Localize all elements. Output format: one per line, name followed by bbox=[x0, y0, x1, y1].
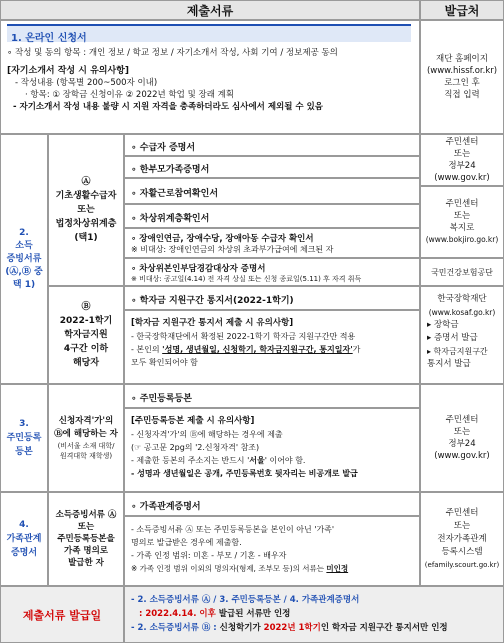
note: - 소득증빙서류 Ⓐ 또는 주민등록등본을 본인이 아닌 '가족' bbox=[131, 525, 335, 534]
footer-semester: 2022년 1학기 bbox=[263, 623, 321, 633]
a-item-6 bbox=[124, 258, 420, 286]
doc-item: ∘ 수급자 증명서 bbox=[131, 143, 196, 153]
issuer-line: ▸ 장학금 bbox=[427, 320, 459, 330]
issuer-line: (www.hissf.or.kr) bbox=[426, 66, 498, 76]
label-line: 4구간 이하 bbox=[63, 344, 109, 354]
section1-length: - 작성내용 (항목별 200~500자 이내) bbox=[15, 78, 158, 88]
issuer-line: 통지서 발급 bbox=[427, 359, 471, 369]
section1-title-bar bbox=[7, 24, 411, 42]
label-line: 법정차상위계층 bbox=[55, 219, 117, 229]
label-line: 학자금지원 bbox=[64, 330, 108, 340]
label-line: 택 1) bbox=[12, 279, 36, 290]
doc-item: ∘ 가족관계증명서 bbox=[131, 502, 201, 512]
issuer-line: (www.gov.kr) bbox=[434, 451, 490, 461]
section1-topics: · 항목: ① 장학금 신청이유 ② 2022년 학업 및 장래 계획 bbox=[25, 90, 235, 100]
doc-item: ∘ 차상위본인부담경감대상자 증명서 bbox=[131, 264, 266, 274]
note: ' 이어야 함. bbox=[264, 456, 306, 465]
footer-line: 발급된 서류만 인정 bbox=[215, 609, 291, 619]
target-line: 주민등록등본을 bbox=[57, 534, 115, 544]
header-documents bbox=[0, 0, 420, 20]
note: ※ 가족 인정 범위 이외의 명의자(형제, 조부모 등)의 서류는 bbox=[131, 564, 327, 573]
note: - 제출한 등본의 주소지는 반드시 ' bbox=[131, 456, 250, 465]
issuer-line: 주민센터 bbox=[445, 415, 479, 425]
label-line: Ⓑ bbox=[81, 302, 91, 312]
section2-label bbox=[0, 134, 48, 384]
note-emphasis: 서울 bbox=[249, 456, 265, 465]
issuer-line: 또는 bbox=[453, 211, 471, 221]
b-note: 모두 확인되어야 함 bbox=[131, 358, 198, 367]
label-line: 증명서 bbox=[10, 548, 38, 558]
doc-note: ※ 비대상: 장애인연금의 차상위 초과부가급여에 체크된 자 bbox=[131, 245, 334, 254]
section3-notes bbox=[124, 408, 420, 492]
b-note: - 본인의 bbox=[131, 345, 163, 354]
note-emphasis: 미인정 bbox=[326, 564, 349, 573]
target-line: 또는 bbox=[77, 522, 95, 532]
doc-item: ∘ 차상위계층확인서 bbox=[131, 214, 210, 224]
issuer-line: 등록시스템 bbox=[441, 546, 483, 557]
a-item-2 bbox=[124, 156, 420, 178]
b-issuer bbox=[420, 286, 504, 384]
b-item bbox=[124, 286, 420, 310]
label-line: 기초생활수급자 bbox=[55, 191, 117, 201]
issuer-line: 정부24 bbox=[448, 161, 476, 171]
a-item-4 bbox=[124, 204, 420, 228]
note: - 가족 인정 범위: 미혼 - 부모 / 기혼 - 배우자 bbox=[131, 551, 287, 560]
target-line: 원격대학 재학생) bbox=[59, 452, 113, 460]
section3-issuer bbox=[420, 384, 504, 492]
label-line: 소득 bbox=[15, 240, 33, 251]
b-notes bbox=[124, 310, 420, 384]
doc-item: ∘ 학자금 지원구간 통지서(2022-1학기) bbox=[131, 296, 294, 306]
section4-issuer bbox=[420, 492, 504, 586]
section1-caution-title: [자기소개서 작성 시 유의사항] bbox=[7, 66, 129, 76]
header-issuer-label: 발급처 bbox=[444, 3, 480, 18]
a-issuer-2 bbox=[420, 186, 504, 258]
section1-items: ∘ 작성 및 동의 항목 : 개인 정보 / 학교 정보 / 자기소개서 작성, 사회 기여 / 정보제공 동의 bbox=[7, 48, 338, 58]
issuer-line: 전자가족관계 bbox=[437, 533, 487, 544]
a-item-3 bbox=[124, 178, 420, 204]
footer-line: - 2. 소득증빙서류 Ⓑ : bbox=[131, 623, 220, 633]
header-documents-label: 제출서류 bbox=[186, 3, 234, 18]
a-item-1 bbox=[124, 134, 420, 156]
label-line: 가족관계 bbox=[6, 534, 42, 544]
label-line: 등본 bbox=[15, 447, 33, 457]
section4-notes bbox=[124, 516, 420, 586]
target-line: Ⓑ에 해당하는 자 bbox=[54, 429, 118, 439]
issuer-line: 재단 홈페이지 bbox=[436, 54, 488, 64]
doc-item: ∘ 장애인연금, 장애수당, 장애아동 수급자 확인서 bbox=[131, 234, 314, 244]
b-note-emphasis: '성명, 생년월일, 신청학기, 학자금지원구간, 통지일자' bbox=[162, 345, 353, 354]
label-line: 주민등록 bbox=[6, 433, 42, 443]
issuer-line: 한국장학재단 bbox=[437, 294, 487, 304]
footer-label-text: 제출서류 발급일 bbox=[22, 608, 102, 622]
issuer-line: 주민센터 bbox=[445, 137, 479, 147]
label-line: Ⓐ bbox=[81, 177, 91, 187]
section1-body bbox=[0, 20, 420, 134]
target-line: (비서울 소재 대학/ bbox=[57, 442, 115, 450]
section1-warning: - 자기소개서 작성 내용 불량 시 지원 자격을 충족하더라도 심사에서 제외될 수 있음 bbox=[13, 102, 324, 112]
issuer-line: 주민센터 bbox=[445, 199, 479, 209]
label-line: 증빙서류 bbox=[6, 253, 42, 264]
label-line: (Ⓐ,Ⓑ 중 bbox=[5, 266, 43, 277]
issuer-line: (www.gov.kr) bbox=[434, 173, 490, 183]
issuer-line: 정부24 bbox=[448, 439, 476, 449]
a-issuer-1 bbox=[420, 134, 504, 186]
section2-a-label bbox=[48, 134, 124, 286]
section2-b-label bbox=[48, 286, 124, 384]
footer-body bbox=[124, 586, 504, 643]
header-issuer bbox=[420, 0, 504, 20]
issuer-line: (www.bokjiro.go.kr) bbox=[425, 235, 499, 244]
label-line: 해당자 bbox=[72, 358, 100, 368]
doc-note: ※ 비대상: 공고일(4.14) 전 자격 상실 또는 신청 종료일(5.11) 후 자격 취득 bbox=[131, 275, 362, 283]
issuer-line: 또는 bbox=[453, 149, 471, 159]
a-item-5 bbox=[124, 228, 420, 258]
issuer-line: (efamily.scourt.go.kr) bbox=[424, 560, 500, 569]
b-note: 가 bbox=[352, 345, 361, 354]
issuer-line: ▸ 학자금지원구간 bbox=[427, 347, 488, 356]
section1-title: 1. 온라인 신청서 bbox=[11, 33, 87, 44]
issuer-line: 직접 입력 bbox=[444, 90, 480, 100]
target-line: 신청자격'가'의 bbox=[58, 416, 114, 426]
section3-label bbox=[0, 384, 48, 492]
issuer-line: 국민건강보험공단 bbox=[431, 267, 493, 277]
section4-item bbox=[124, 492, 420, 516]
section1-issuer bbox=[420, 20, 504, 134]
label-line: 또는 bbox=[77, 205, 95, 215]
note: - 신청자격'가'의 Ⓑ에 해당하는 경우에 제출 bbox=[131, 430, 283, 439]
target-line: 소득증빙서류 Ⓐ bbox=[55, 510, 117, 520]
label-line: (택1) bbox=[74, 233, 98, 243]
footer-date: : 2022.4.14. 이후 bbox=[139, 609, 216, 619]
issuer-line: 또는 bbox=[453, 427, 471, 437]
section4-target bbox=[48, 492, 124, 586]
label-line: 3. bbox=[19, 419, 29, 429]
note: - 성명과 생년월일은 공개, 주민등록번호 뒷자리는 비공개로 발급 bbox=[131, 469, 358, 478]
doc-item: ∘ 자활근로참여확인서 bbox=[131, 189, 219, 199]
label-line: 2. bbox=[19, 227, 29, 238]
section3-target bbox=[48, 384, 124, 492]
b-note-title: [학자금 지원구간 통지서 제출 시 유의사항] bbox=[131, 318, 294, 328]
note-title: [주민등록등본 제출 시 유의사항] bbox=[131, 416, 255, 426]
issuer-line: 복지로 bbox=[449, 223, 475, 233]
issuer-line: ▸ 증명서 발급 bbox=[427, 333, 478, 343]
doc-item: ∘ 한부모가족증명서 bbox=[131, 165, 210, 175]
note: 명의로 발급받은 경우에 제출함. bbox=[131, 538, 242, 547]
issuer-line: 또는 bbox=[453, 520, 471, 531]
footer-label bbox=[0, 586, 124, 643]
issuer-line: 로그인 후 bbox=[444, 78, 480, 88]
doc-item: ∘ 주민등록등본 bbox=[131, 394, 192, 404]
footer-line: 신청학기가 bbox=[219, 623, 264, 633]
label-line: 2022-1학기 bbox=[59, 316, 113, 326]
issuer-line: (www.kosaf.go.kr) bbox=[428, 308, 496, 317]
footer-line: 인 학자금 지원구간 통지서만 인정 bbox=[320, 623, 448, 633]
issuer-line: 주민센터 bbox=[445, 507, 479, 518]
footer-line: - 2. 소득증빙서류 Ⓐ / 3. 주민등록등본 / 4. 가족관계증명서 bbox=[131, 595, 360, 605]
b-note: - 한국장학재단에서 확정된 2022-1학기 학자금 지원구간만 적용 bbox=[131, 332, 356, 341]
target-line: 발급한 자 bbox=[68, 558, 104, 568]
section3-item bbox=[124, 384, 420, 408]
label-line: 4. bbox=[19, 520, 29, 530]
note: (☞ 공고문 2pg의 '2.신청자격' 참조) bbox=[131, 443, 260, 452]
target-line: 가족 명의로 bbox=[63, 546, 108, 556]
a-issuer-3 bbox=[420, 258, 504, 286]
section4-label bbox=[0, 492, 48, 586]
